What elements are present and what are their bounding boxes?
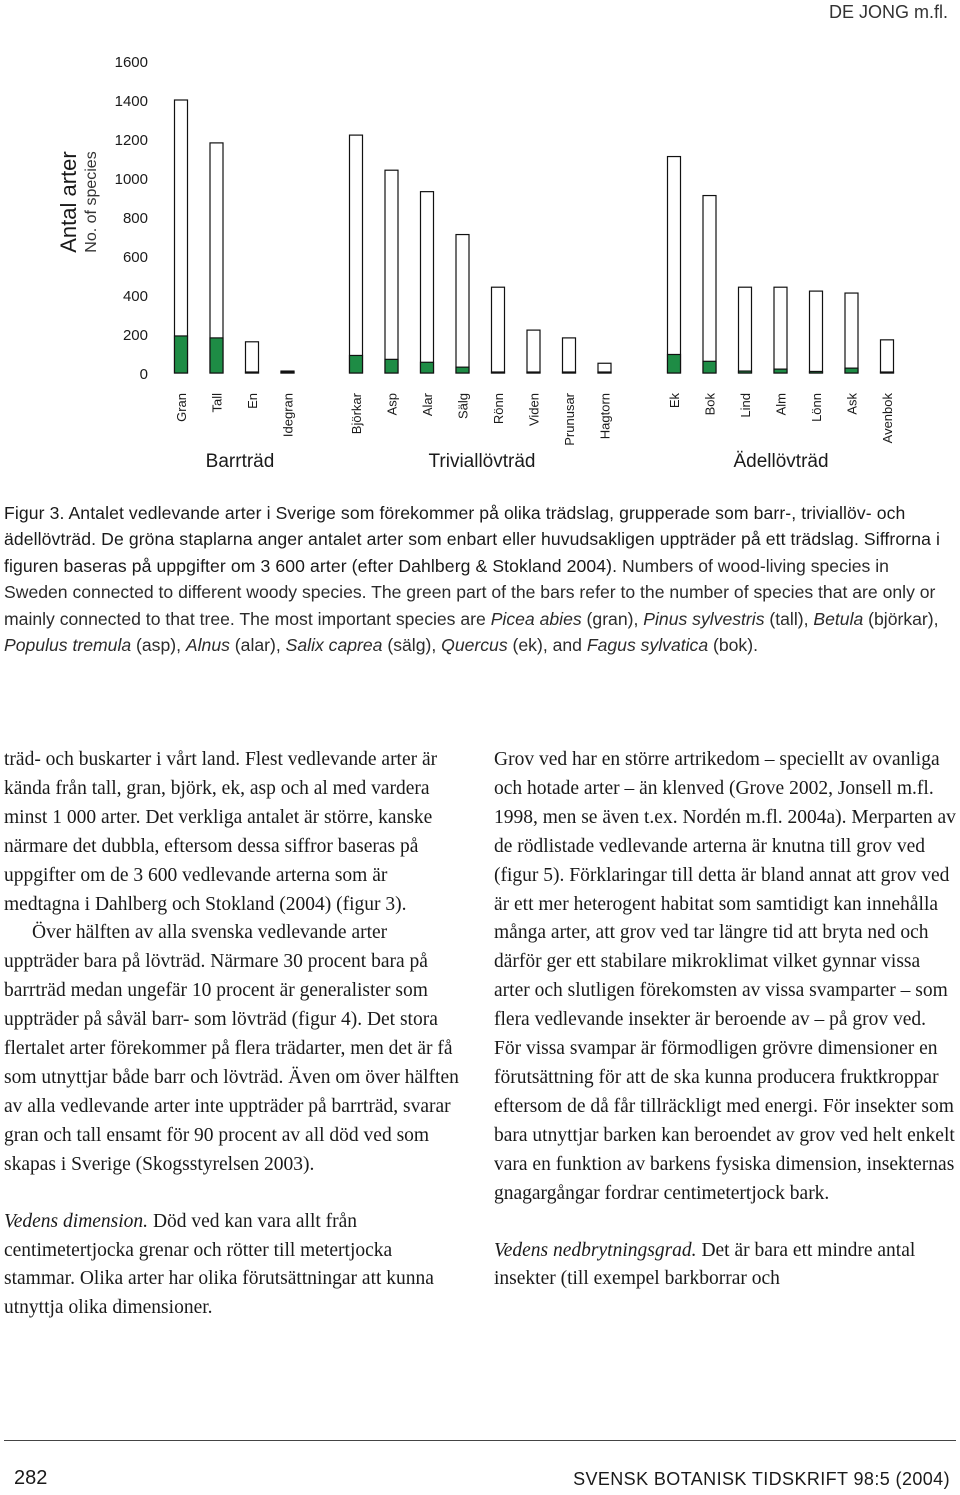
y-tick-label: 800	[122, 210, 148, 227]
y-axis-title-group	[56, 151, 100, 253]
bar-specialist-alm	[774, 369, 787, 373]
y-tick-label: 1000	[114, 171, 148, 188]
bar-total-avenbok	[881, 340, 894, 373]
x-axis-labels	[174, 392, 895, 445]
y-axis-title: Antal arter	[56, 151, 81, 253]
bar-specialist-lönn	[810, 371, 823, 373]
page-number: 282	[14, 1467, 48, 1489]
caption-en-species: Fagus sylvatica	[586, 635, 709, 656]
x-tick-label: Ek	[667, 393, 682, 409]
bar-total-lind	[739, 287, 752, 373]
x-tick-label: Lönn	[809, 393, 824, 422]
y-axis-subtitle: No. of species	[83, 151, 100, 253]
x-tick-label: Asp	[384, 393, 400, 416]
bar-specialist-sälg	[456, 367, 469, 373]
y-axis-ticks	[115, 54, 148, 383]
x-tick-label: Bok	[702, 393, 718, 416]
x-tick-label: Ask	[844, 393, 860, 415]
caption-en-species: Betula	[813, 608, 864, 629]
bar-total-asp	[385, 170, 398, 373]
body-column-left	[4, 746, 462, 1323]
y-tick-label: 0	[139, 366, 148, 383]
bar-specialist-hagtorn	[598, 372, 611, 373]
section-heading: Vedens nedbrytningsgrad.	[494, 1239, 697, 1261]
bar-specialist-viden	[527, 372, 540, 373]
y-tick-label: 1400	[114, 93, 148, 110]
body-text: Det är bara ett mindre antal insekter (till exempel barkborrar och	[494, 1239, 916, 1290]
x-tick-label: Avenbok	[880, 393, 895, 444]
bar-total-björkar	[350, 135, 363, 373]
bar-specialist-ek	[668, 354, 681, 373]
caption-en-species: Alnus	[185, 635, 230, 656]
caption-en-species: Quercus	[441, 635, 508, 656]
caption-en-species: Populus tremula	[4, 635, 132, 656]
bar-total-gran	[175, 100, 188, 373]
bar-specialist-björkar	[350, 355, 363, 373]
bar-specialist-bok	[703, 361, 716, 373]
x-tick-label: Tall	[209, 393, 225, 413]
bar-specialist-idegran	[281, 372, 294, 373]
caption-en-part: (björkar),	[863, 608, 939, 629]
bar-specialist-avenbok	[881, 372, 894, 373]
group-label: Ädellövträd	[733, 451, 829, 472]
x-tick-label: Idegran	[280, 393, 296, 438]
caption-en-part: (gran),	[581, 608, 644, 629]
x-tick-label: Björkar	[349, 393, 364, 435]
x-tick-label: En	[245, 393, 260, 409]
running-header-author: DE JONG m.fl.	[828, 2, 948, 22]
x-tick-label: Prunusar	[562, 393, 577, 446]
body-column-right	[494, 746, 956, 1294]
bar-total-prunusar	[563, 338, 576, 373]
x-tick-label: Rönn	[491, 393, 506, 425]
journal-reference: SVENSK BOTANISK TIDSKRIFT 98:5 (2004)	[573, 1469, 950, 1489]
figure-caption	[4, 500, 950, 658]
caption-en-part: (asp),	[131, 635, 186, 656]
group-label: Triviallövträd	[428, 451, 536, 472]
caption-en-species: Picea abies	[490, 608, 582, 629]
bar-specialist-lind	[739, 371, 752, 373]
group-labels	[206, 451, 829, 472]
caption-en-species: Salix caprea	[285, 635, 383, 656]
y-tick-label: 1200	[114, 132, 148, 149]
caption-swedish-text: Antalet vedlevande arter i Sverige som förekommer på olika trädslag, grupperade som barr-, triviallöv- och ädellövträd. De gröna staplarna anger antalet arter som enbart eller huvudsakligen uppträder på ett trädslag. Siffrorna i figuren baseras på uppgifter om 3 600 arter (efter Dahlberg & Stokland 2004).	[4, 503, 940, 576]
body-paragraph: träd- och buskarter i vårt land. Flest vedlevande arter är kända från tall, gran, björk, ek, asp och al med vardera minst 1 000 arter. Det verkliga antalet är större, kanske närmare det dubbla, eftersom dessa siffror baseras på uppgifter om de 3 600 vedlevande arterna som är medtagna i Dahlberg och Stokland (2004) (figur 3).	[4, 749, 438, 915]
caption-figure-label: Figur 3.	[4, 503, 65, 523]
bar-total-alm	[774, 287, 787, 373]
x-tick-label: Gran	[174, 393, 189, 422]
bar-specialist-gran	[175, 336, 188, 373]
x-tick-label: Lind	[738, 393, 753, 418]
caption-en-part: (tall),	[764, 608, 814, 629]
body-paragraph	[494, 1237, 956, 1295]
footer-rule	[4, 1440, 956, 1441]
y-tick-label: 1600	[114, 54, 148, 71]
body-paragraph: Grov ved har en större artrikedom – speciellt av ovanliga och hotade arter – än klenved (Grove 2002, Jonsell m.fl. 1998, men se även t.ex. Nordén m.fl. 2004a). Merparten av de rödlistade vedlevande arterna är knutna till grov ved (figur 5). Förklaringar till detta är bland annat att grov ved är ett mer heterogent habitat som samtidigt kan innehålla många arter, att grov ved tar längre tid att bryta ned och därför ger ett stabilare mikroklimat vilket gynnar vissa arter och slutligen förekomsten av vissa svamparter – som flera vedlevande insekter är beroende av – på grov ved. För vissa svampar är förmodligen grövre dimensioner en förutsättning för att de ska kunna producera fruktkroppar eftersom de då får tillräckligt med energi. För insekter som bara utnyttjar barken kan beroendet av grov ved helt enkelt vara en funktion av barkens fysiska dimension, insekternas gnagargångar fordrar centimetertjock bark.	[494, 749, 956, 1204]
bar-total-rönn	[492, 287, 505, 373]
bar-total-ek	[668, 157, 681, 373]
y-tick-label: 400	[122, 288, 148, 305]
y-tick-label: 200	[122, 327, 148, 344]
x-tick-label: Alar	[420, 393, 435, 417]
bar-total-lönn	[810, 291, 823, 373]
bar-specialist-en	[246, 372, 259, 373]
caption-en-species: Pinus sylvestris	[643, 608, 765, 629]
caption-en-part: (ek), and	[507, 635, 587, 656]
bar-total-ask	[845, 293, 858, 373]
bar-total-viden	[527, 330, 540, 373]
caption-en-part: (sälg),	[382, 635, 442, 656]
group-label: Barrträd	[205, 451, 275, 472]
bar-specialist-ask	[845, 368, 858, 373]
bar-total-alar	[421, 192, 434, 373]
x-tick-label: Hagtorn	[597, 393, 613, 440]
body-paragraph	[4, 1208, 462, 1324]
x-tick-label: Sälg	[455, 393, 471, 420]
bar-specialist-rönn	[492, 372, 505, 373]
y-tick-label: 600	[122, 249, 148, 266]
body-paragraph: Över hälften av alla svenska vedlevande arter uppträder bara på lövträd. Närmare 30 procent bara på barrträd medan ungefär 10 procent är generalister som uppträder på såväl barr- som lövträd (figur 4). Det stora flertalet arter förekommer på flera trädarter, men det är få som utnyttjar både barr och lövträd. Även om över hälften av alla vedlevande arter inte uppträder på barrträd, svarar gran och tall ensamt för 90 procent av all död ved som skapas i Sverige (Skogsstyrelsen 2003).	[4, 922, 459, 1175]
bar-total-bok	[703, 196, 716, 373]
x-tick-label: Viden	[526, 393, 542, 427]
bar-specialist-alar	[421, 362, 434, 373]
body-text: Död ved kan vara allt från centimetertjocka grenar och rötter till metertjocka stammar. Olika arter har olika förutsättningar att kunna utnyttja olika dimensioner.	[4, 1210, 434, 1319]
bars	[175, 100, 894, 373]
x-tick-label: Alm	[773, 393, 789, 416]
bar-specialist-tall	[210, 338, 223, 373]
caption-en-part: (alar),	[229, 635, 286, 656]
section-heading: Vedens dimension.	[4, 1210, 149, 1232]
caption-en-part: (bok).	[708, 635, 758, 656]
bar-total-sälg	[456, 235, 469, 373]
caption-en-part: Numbers of wood-living species in Sweden connected to different woody species. The green part of the bars refer to the number of species that are only or mainly connected to that tree. The most important species are	[4, 555, 936, 629]
bar-total-en	[246, 342, 259, 373]
bar-specialist-asp	[385, 359, 398, 373]
species-bar-chart	[0, 40, 960, 480]
bar-specialist-prunusar	[563, 372, 576, 373]
